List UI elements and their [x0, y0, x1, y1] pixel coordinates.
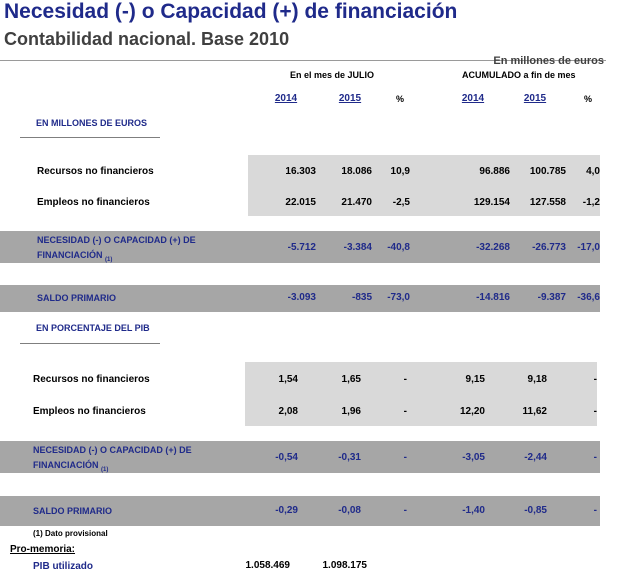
value-cell: 129.154 [473, 197, 510, 208]
value-cell: 11,62 [522, 406, 547, 417]
row-label: SALDO PRIMARIO [37, 293, 117, 303]
section-divider [20, 137, 160, 138]
value-cell: - [593, 406, 597, 417]
value-cell: -36,6 [577, 292, 600, 303]
value-cell: -73,0 [387, 292, 410, 303]
value-cell: 9,18 [527, 374, 547, 385]
value-cell: 127.558 [529, 197, 566, 208]
row-label: Empleos no financieros [33, 406, 146, 417]
row-label-line: NECESIDAD (-) O CAPACIDAD (+) DE [37, 235, 196, 245]
col-header-acc-2014: 2014 [461, 93, 485, 104]
pib-value-2014: 1.058.469 [245, 560, 290, 571]
row-label-line [37, 248, 196, 268]
row-label-text: FINANCIACIÓN [37, 250, 103, 260]
row-label: SALDO PRIMARIO [33, 506, 113, 516]
value-cell: -17,0 [577, 242, 600, 253]
value-cell: 18.086 [341, 166, 372, 177]
value-cell: - [403, 374, 407, 385]
page-title: Necesidad (-) o Capacidad (+) de financiación [4, 0, 458, 23]
value-cell: - [593, 452, 597, 463]
value-cell: -1,40 [462, 505, 485, 516]
value-cell: -0,08 [338, 505, 361, 516]
row-label: Empleos no financieros [37, 197, 150, 208]
col-header-acc-2015: 2015 [523, 93, 547, 104]
value-cell: -0,29 [275, 505, 298, 516]
value-cell: 16.303 [285, 166, 316, 177]
value-cell: 96.886 [479, 166, 510, 177]
page-subtitle: Contabilidad nacional. Base 2010 [4, 29, 290, 49]
col-header-acc-pct: % [583, 94, 592, 104]
memo-title: Pro-memoria: [10, 544, 76, 555]
value-cell: -9.387 [537, 292, 566, 303]
col-group-accumulated: ACUMULADO a fin de mes [462, 70, 576, 80]
section-divider [20, 343, 160, 344]
col-header-month-pct: % [395, 94, 404, 104]
row-label-financing [33, 443, 192, 478]
value-cell: - [593, 374, 597, 385]
section-title-millions: EN MILLONES DE EUROS [36, 118, 148, 128]
row-label: Recursos no financieros [33, 374, 150, 385]
value-cell: 1,54 [278, 374, 298, 385]
value-cell: 12,20 [459, 406, 485, 417]
value-cell: 22.015 [285, 197, 316, 208]
units-note: En millones de euros [493, 55, 604, 67]
value-cell: -3.093 [287, 292, 316, 303]
value-cell: -3.384 [343, 242, 372, 253]
value-cell: 21.470 [341, 197, 372, 208]
row-label-line: NECESIDAD (-) O CAPACIDAD (+) DE [33, 445, 192, 455]
value-cell: -1,2 [582, 197, 600, 208]
value-cell: -40,8 [387, 242, 410, 253]
pib-value-2015: 1.098.175 [322, 560, 367, 571]
value-cell: -2,44 [524, 452, 547, 463]
footnote-mark: (1) [101, 466, 109, 473]
value-cell: -2,5 [392, 197, 410, 208]
value-cell: -0,85 [524, 505, 547, 516]
pib-label: PIB utilizado [33, 561, 93, 572]
value-cell: - [403, 452, 407, 463]
value-cell: - [403, 406, 407, 417]
col-group-month: En el mes de JULIO [290, 70, 375, 80]
value-cell: - [403, 505, 407, 516]
row-label-text: FINANCIACIÓN [33, 460, 99, 470]
row-label: Recursos no financieros [37, 166, 154, 177]
row-label-financing [37, 233, 196, 268]
value-cell: 9,15 [465, 374, 485, 385]
footnote: (1) Dato provisional [33, 529, 108, 538]
footnote-mark: (1) [105, 256, 113, 263]
col-header-month-2015: 2015 [338, 93, 362, 104]
value-cell: 2,08 [278, 406, 298, 417]
value-cell: -3,05 [462, 452, 485, 463]
value-cell: -32.268 [476, 242, 510, 253]
value-cell: -0,54 [275, 452, 298, 463]
col-header-month-2014: 2014 [274, 93, 298, 104]
value-cell: -5.712 [287, 242, 316, 253]
value-cell: -0,31 [338, 452, 361, 463]
value-cell: -14.816 [476, 292, 510, 303]
value-cell: 10,9 [390, 166, 410, 177]
row-label-line [33, 458, 192, 478]
value-cell: 4,0 [586, 166, 600, 177]
value-cell: 100.785 [529, 166, 566, 177]
section-title-pib: EN PORCENTAJE DEL PIB [36, 323, 150, 333]
value-cell: - [593, 505, 597, 516]
value-cell: -835 [351, 292, 372, 303]
value-cell: 1,96 [341, 406, 361, 417]
value-cell: -26.773 [532, 242, 566, 253]
value-cell: 1,65 [341, 374, 361, 385]
